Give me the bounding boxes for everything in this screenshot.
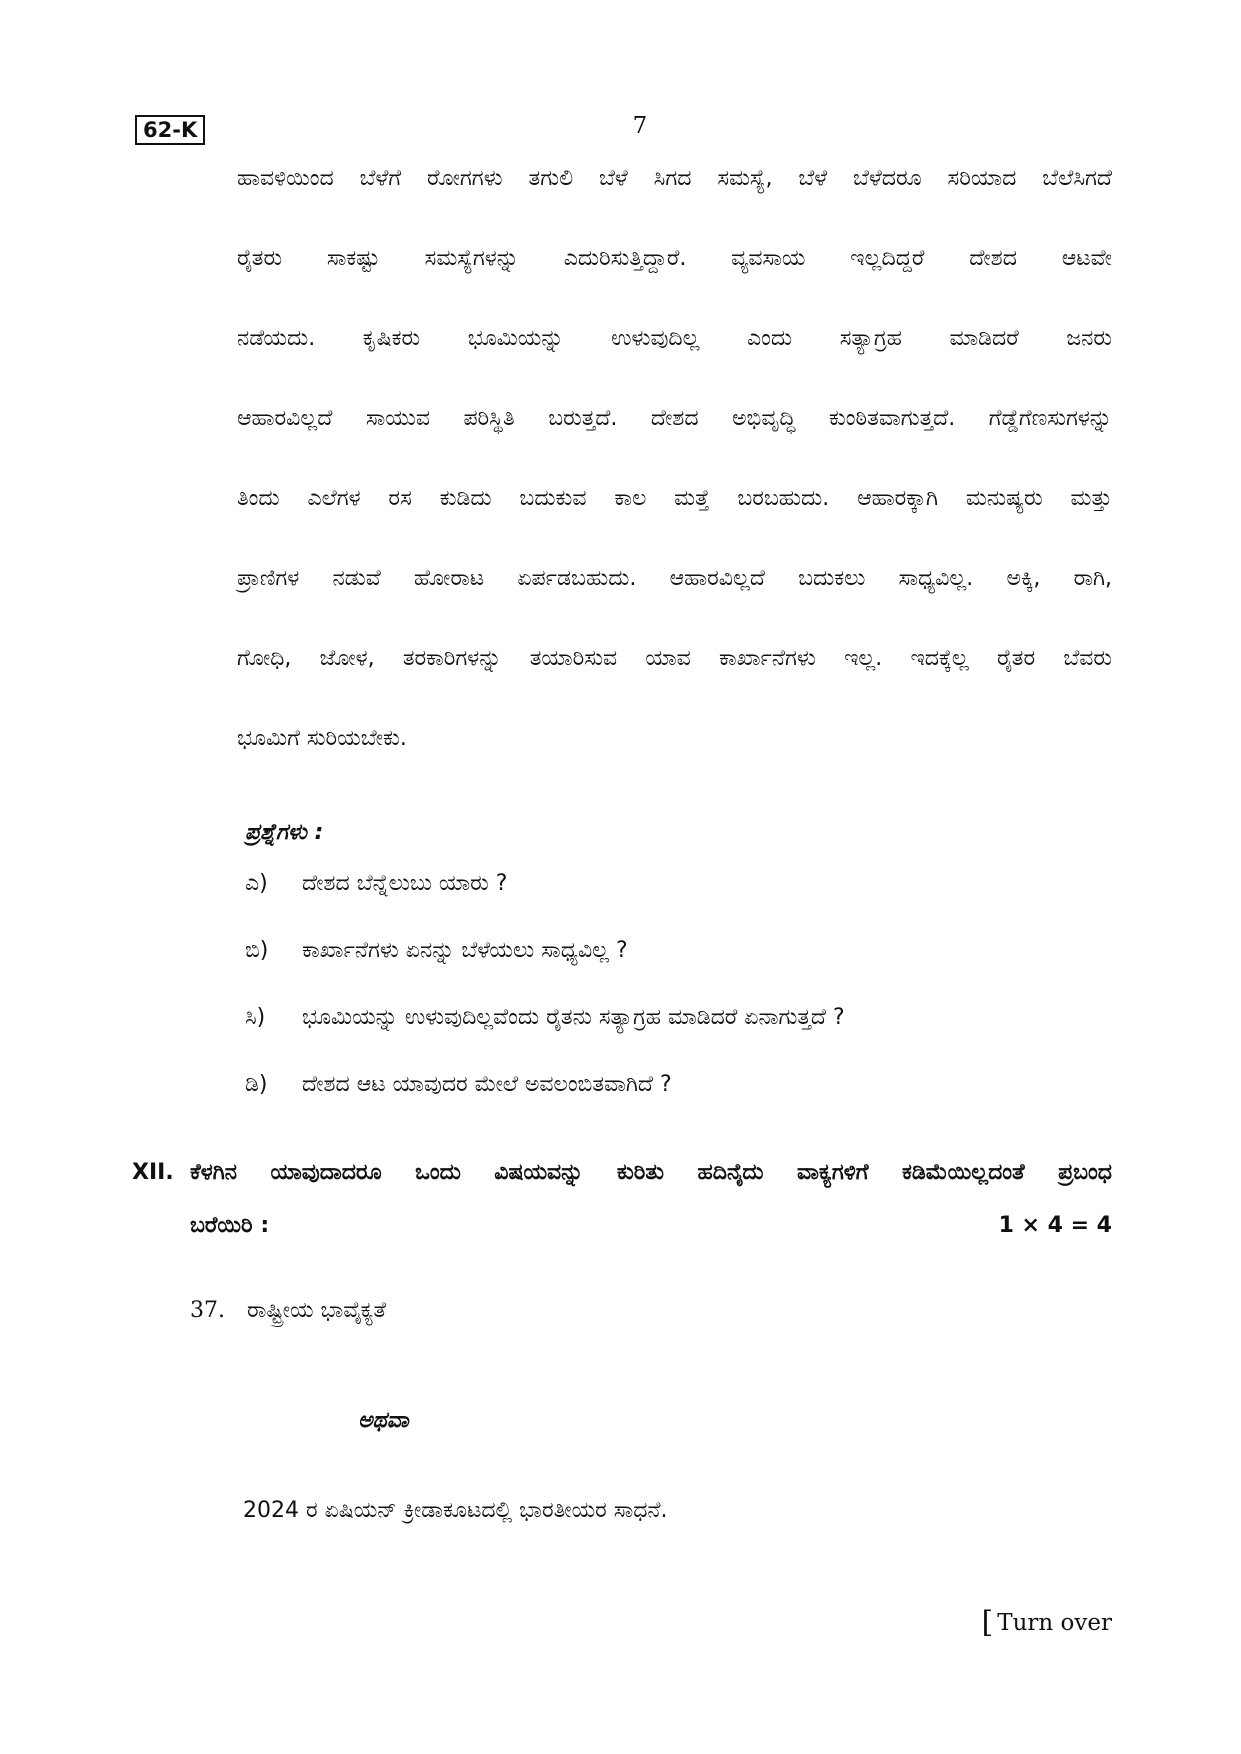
passage-line: ಭೂಮಿಗೆ ಸುರಿಯಬೇಕು. [237, 726, 407, 751]
section-marks: 1 × 4 = 4 [998, 1213, 1112, 1238]
question-text: ದೇಶದ ಆಟ ಯಾವುದರ ಮೇಲೆ ಅವಲಂಬಿತವಾಗಿದೆ ? [302, 1072, 672, 1097]
essay-topic-text: ರಾಷ್ಟ್ರೀಯ ಭಾವೈಕ್ಯತೆ [247, 1298, 387, 1323]
passage-line: ಪ್ರಾಣಿಗಳ ನಡುವೆ ಹೋರಾಟ ಏರ್ಪಡಬಹುದು. ಆಹಾರವಿಲ್ಲದೆ ಬದುಕಲು ಸಾಧ್ಯವಿಲ್ಲ. ಅಕ್ಕಿ, ರಾಗಿ, [237, 566, 1112, 591]
question-text: ಕಾರ್ಖಾನೆಗಳು ಏನನ್ನು ಬೆಳೆಯಲು ಸಾಧ್ಯವಿಲ್ಲ ? [302, 938, 628, 963]
paper-code-box [135, 115, 205, 145]
question-number: 37. [190, 1298, 225, 1323]
question-item [245, 869, 507, 899]
question-item [245, 1003, 845, 1033]
turn-over-text: Turn over [997, 1610, 1112, 1636]
question-marker: ಸಿ) [245, 1005, 266, 1030]
passage-line: ರೈತರು ಸಾಕಷ್ಟು ಸಮಸ್ಯೆಗಳನ್ನು ಎದುರಿಸುತ್ತಿದ್ದಾರೆ. ವ್ಯವಸಾಯ ಇಲ್ಲದಿದ್ದರೆ ದೇಶದ ಆಟವೇ [237, 246, 1112, 271]
essay-topic-2: 2024 ರ ಏಷಿಯನ್ ಕ್ರೀಡಾಕೂಟದಲ್ಲಿ ಭಾರತೀಯರ ಸಾಧನೆ. [243, 1498, 668, 1523]
page-number: 7 [632, 113, 648, 139]
section-number: XII. [132, 1160, 174, 1185]
or-label: ಅಥವಾ [358, 1408, 409, 1433]
question-marker: ಡಿ) [245, 1072, 268, 1097]
question-item [245, 936, 628, 966]
passage-line: ತಿಂದು ಎಲೆಗಳ ರಸ ಕುಡಿದು ಬದುಕುವ ಕಾಲ ಮತ್ತೆ ಬರಬಹುದು. ಆಹಾರಕ್ಕಾಗಿ ಮನುಷ್ಯರು ಮತ್ತು [237, 486, 1112, 511]
question-text: ದೇಶದ ಬೆನ್ನೆಲುಬು ಯಾರು ? [302, 871, 508, 896]
turn-over-note [981, 1605, 1112, 1640]
questions-heading: ಪ್ರಶ್ನೆಗಳು : [245, 820, 324, 845]
bracket-glyph: [ [981, 1605, 994, 1640]
paper-code: 62-K [143, 118, 198, 142]
question-item [245, 1070, 672, 1100]
essay-topic-1 [190, 1296, 386, 1326]
passage-line: ನಡೆಯದು. ಕೃಷಿಕರು ಭೂಮಿಯನ್ನು ಉಳುವುದಿಲ್ಲ ಎಂದು ಸತ್ಯಾಗ್ರಹ ಮಾಡಿದರೆ ಜನರು [237, 326, 1112, 351]
section-instruction: ಕೆಳಗಿನ ಯಾವುದಾದರೂ ಒಂದು ವಿಷಯವನ್ನು ಕುರಿತು ಹದಿನೈದು ವಾಕ್ಯಗಳಿಗೆ ಕಡಿಮೆಯಿಲ್ಲದಂತೆ ಪ್ರಬಂಧ [190, 1160, 1112, 1185]
section-instruction-continued: ಬರೆಯಿರಿ : [190, 1213, 270, 1238]
passage-line: ಹಾವಳಿಯಿಂದ ಬೆಳೆಗೆ ರೋಗಗಳು ತಗುಲಿ ಬೆಳೆ ಸಿಗದ ಸಮಸ್ಯೆ, ಬೆಳೆ ಬೆಳೆದರೂ ಸರಿಯಾದ ಬೆಲೆಸಿಗದೆ [237, 166, 1112, 191]
passage-line: ಗೋಧಿ, ಜೋಳ, ತರಕಾರಿಗಳನ್ನು ತಯಾರಿಸುವ ಯಾವ ಕಾರ್ಖಾನೆಗಳು ಇಲ್ಲ. ಇದಕ್ಕೆಲ್ಲ ರೈತರ ಬೆವರು [237, 646, 1112, 671]
question-marker: ಎ) [245, 871, 268, 896]
question-marker: ಬಿ) [245, 938, 269, 963]
passage-line: ಆಹಾರವಿಲ್ಲದೆ ಸಾಯುವ ಪರಿಸ್ಥಿತಿ ಬರುತ್ತದೆ. ದೇಶದ ಅಭಿವೃದ್ಧಿ ಕುಂಠಿತವಾಗುತ್ತದೆ. ಗೆಡ್ಡೆಗೆಣಸುಗಳನ್ನು [237, 406, 1112, 431]
question-text: ಭೂಮಿಯನ್ನು ಉಳುವುದಿಲ್ಲವೆಂದು ರೈತನು ಸತ್ಯಾಗ್ರಹ ಮಾಡಿದರೆ ಏನಾಗುತ್ತದೆ ? [302, 1005, 845, 1030]
